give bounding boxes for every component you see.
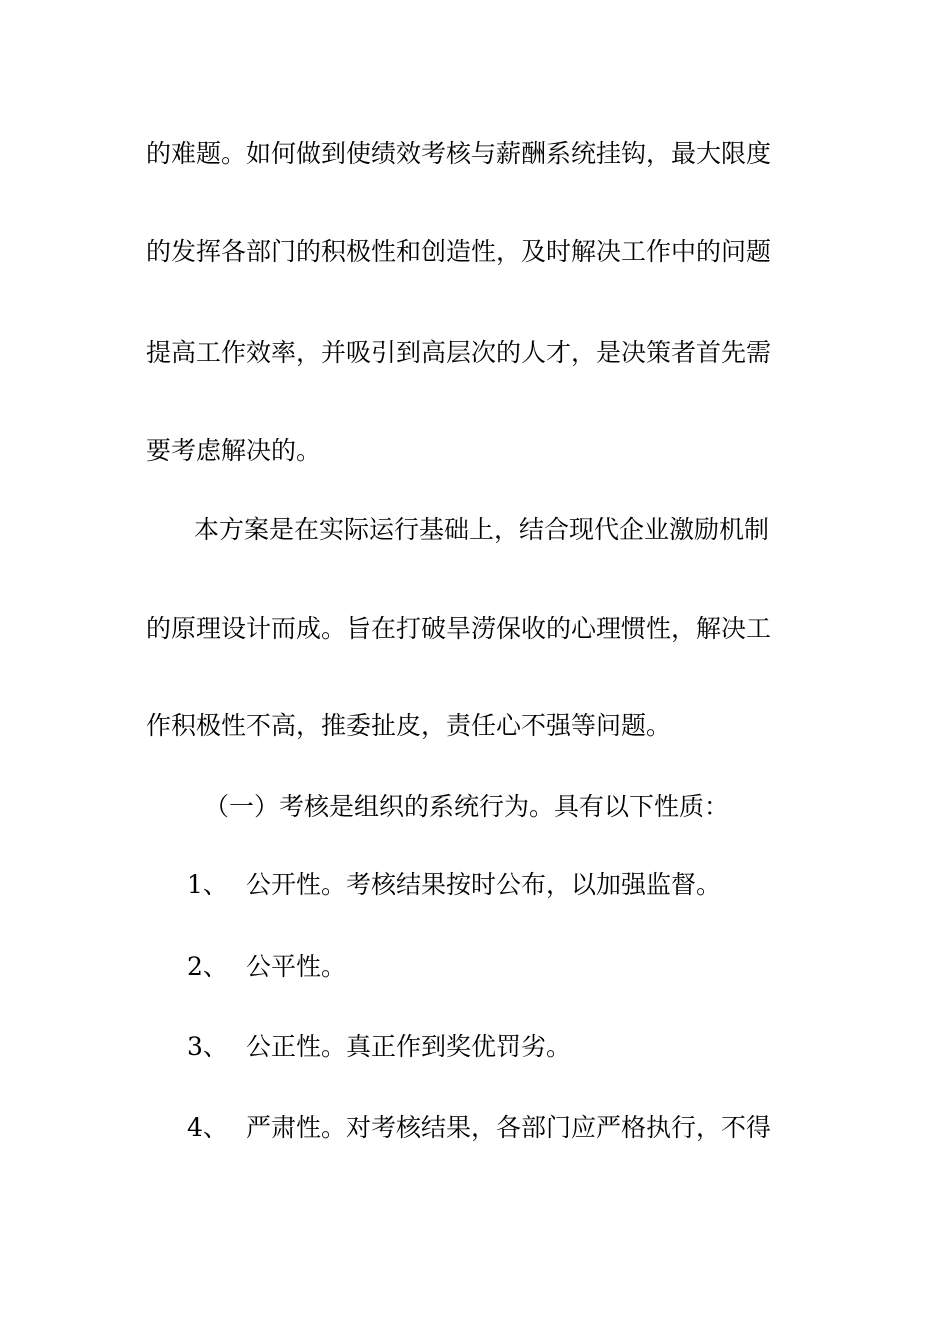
list-item-text: 公正性。真正作到奖优罚劣。 bbox=[246, 1032, 572, 1061]
section-heading: （一）考核是组织的系统行为。具有以下性质： bbox=[204, 792, 730, 821]
list-item-number: 4、 bbox=[187, 1113, 228, 1142]
paragraph-line: 作积极性不高，推委扯皮，责任心不强等问题。 bbox=[146, 711, 672, 740]
list-item-text: 严肃性。对考核结果，各部门应严格执行，不得 bbox=[246, 1113, 772, 1142]
paragraph-line: 的难题。如何做到使绩效考核与薪酬系统挂钩，最大限度 bbox=[146, 139, 772, 168]
paragraph-line: 的原理设计而成。旨在打破旱涝保收的心理惯性，解决工 bbox=[146, 614, 772, 643]
list-item-number: 1、 bbox=[187, 870, 228, 899]
paragraph-line: 的发挥各部门的积极性和创造性，及时解决工作中的问题 bbox=[146, 237, 772, 266]
list-item-text: 公平性。 bbox=[246, 952, 347, 981]
paragraph-line: 提高工作效率，并吸引到高层次的人才，是决策者首先需 bbox=[146, 338, 772, 367]
list-item-number: 2、 bbox=[187, 952, 228, 981]
paragraph-line: 要考虑解决的。 bbox=[146, 436, 322, 465]
list-item-number: 3、 bbox=[187, 1032, 228, 1061]
list-item-text: 公开性。考核结果按时公布，以加强监督。 bbox=[246, 870, 722, 899]
paragraph-line: 本方案是在实际运行基础上，结合现代企业激励机制 bbox=[194, 515, 770, 544]
